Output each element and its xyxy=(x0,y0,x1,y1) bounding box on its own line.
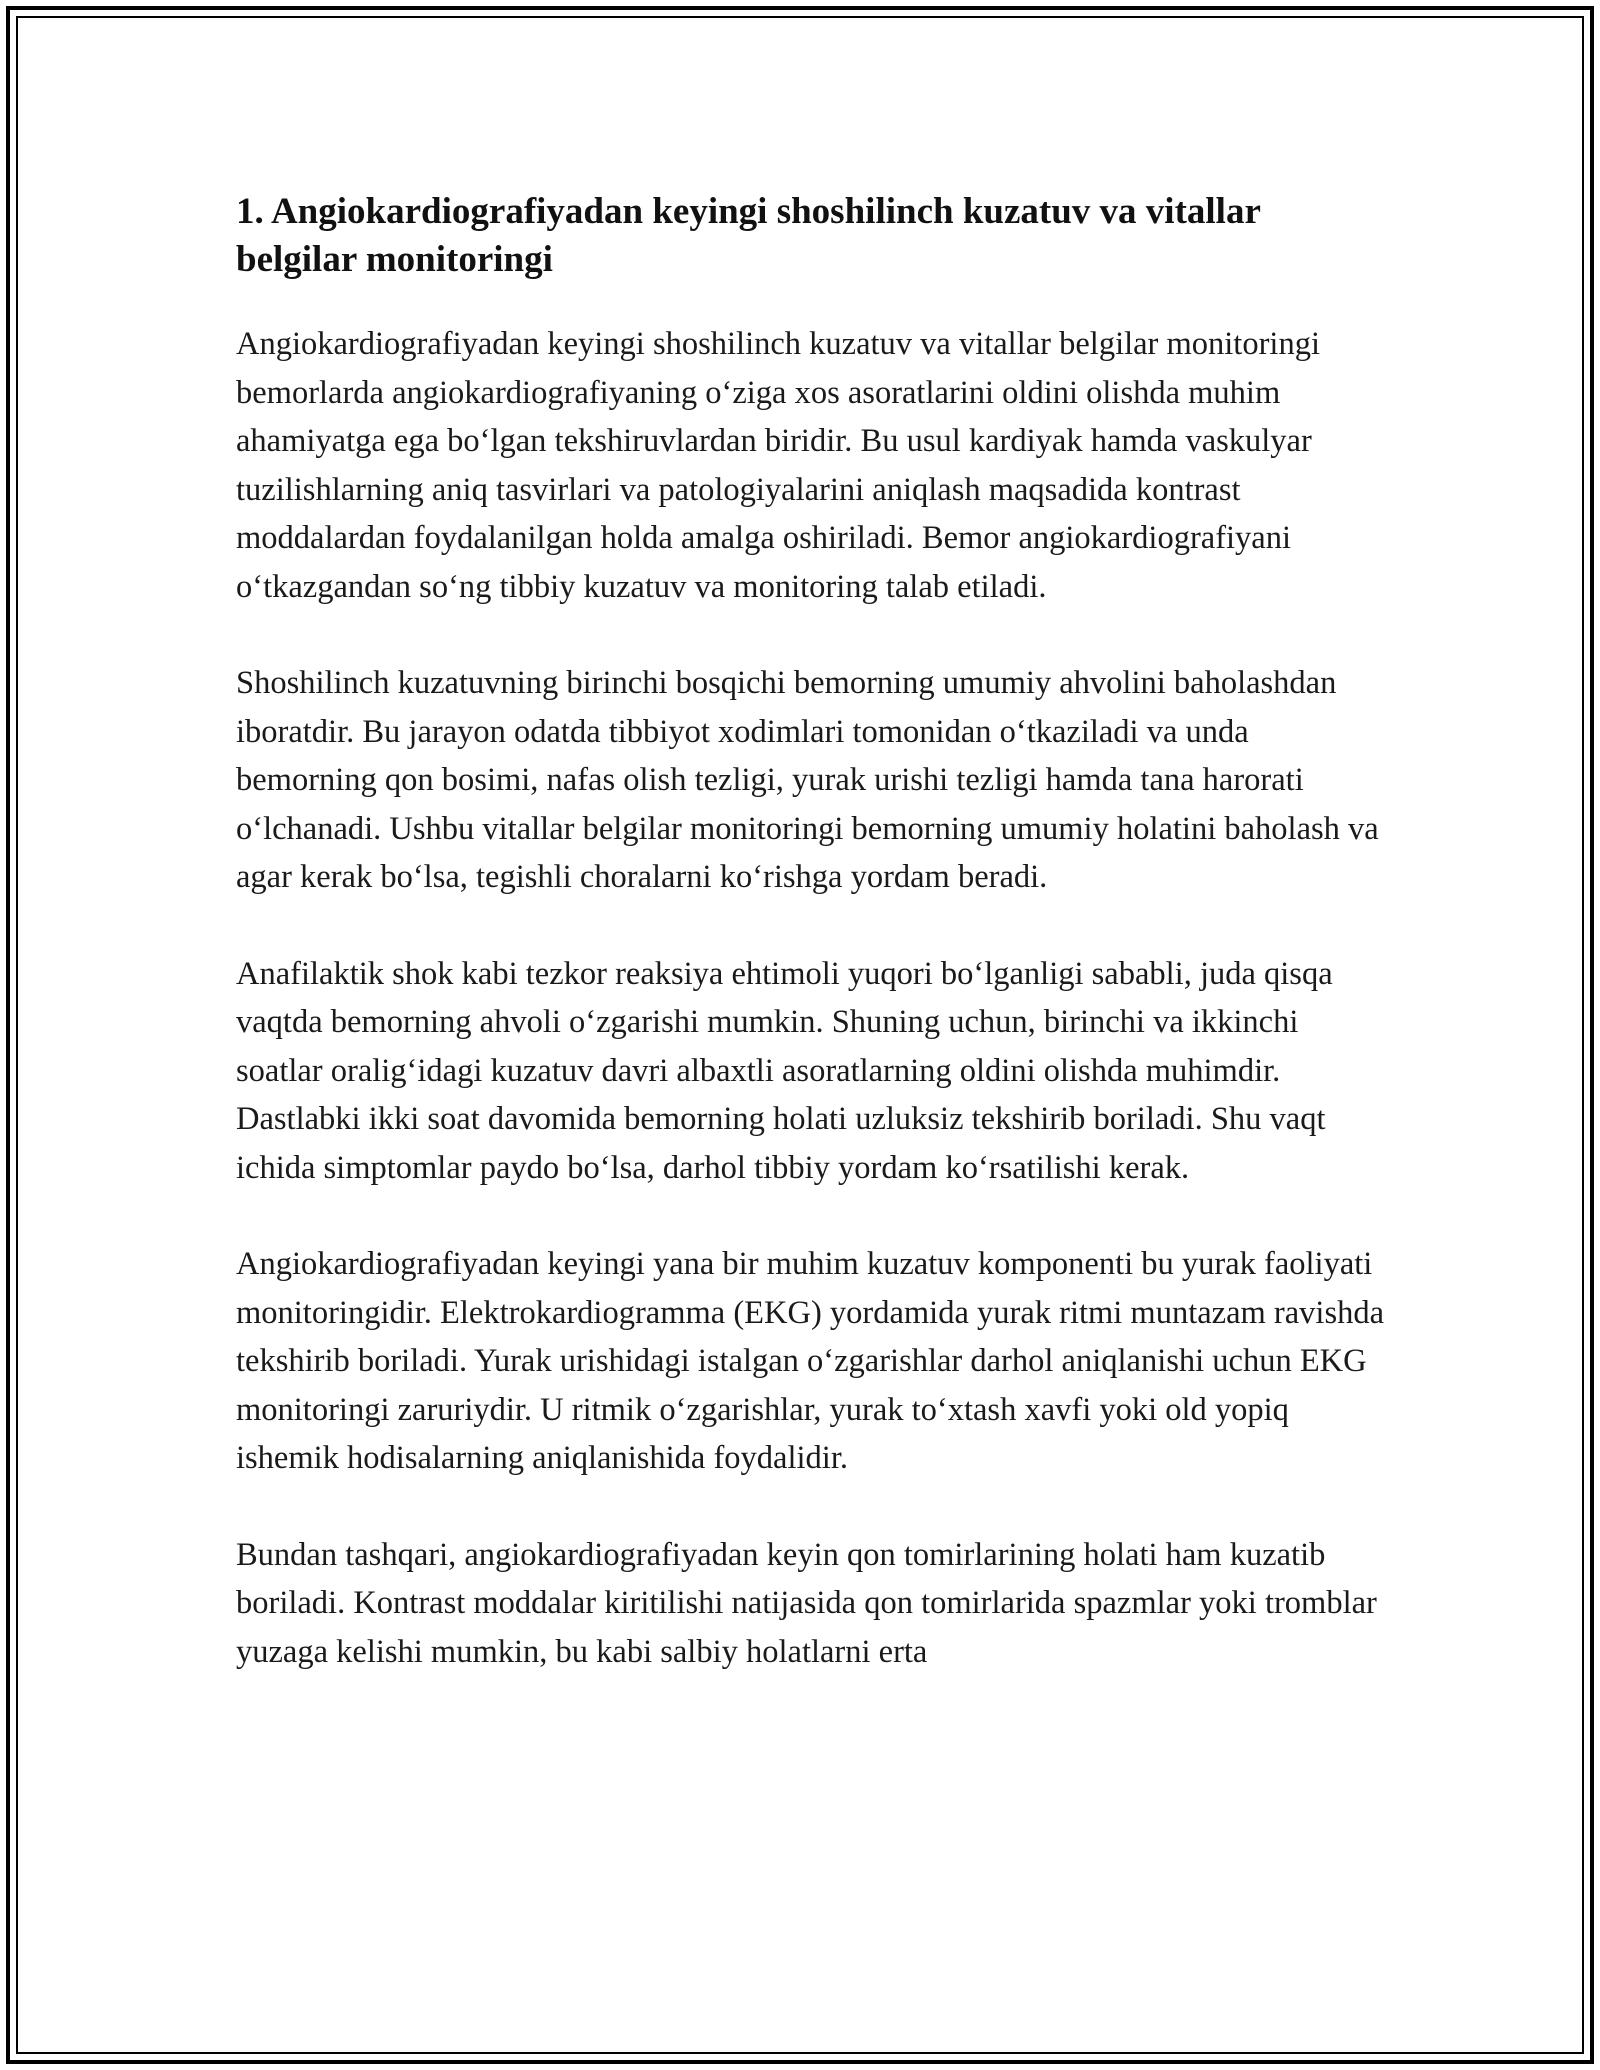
paragraph-3: Anafilaktik shok kabi tezkor reaksiya ehtimoli yuqori bo‘lganligi sababli, juda qisqa vaqtda bemorning ahvoli o‘zgarishi mumkin. Shuning uchun, birinchi va ikkinchi soatlar oralig‘idagi kuzatuv davri albaxtli asoratlarning oldini olishda muhimdir. Dastlabki ikki soat davomida bemorning holati uzluksiz tekshirib boriladi. Shu vaqt ichida simptomlar paydo bo‘lsa, darhol tibbiy yordam ko‘rsatilishi kerak. xyxy=(236,955,1333,1186)
paragraph-2: Shoshilinch kuzatuvning birinchi bosqichi bemorning umumiy ahvolini baholashdan iboratdir. Bu jarayon odatda tibbiyot xodimlari tomonidan o‘tkaziladi va unda bemorning qon bosimi, nafas olish tezligi, yurak urishi tezligi hamda tana harorati o‘lchanadi. Ushbu vitallar belgilar monitoringi bemorning umumiy holatini baholash va agar kerak bo‘lsa, tegishli choralarni ko‘rishga yordam beradi. xyxy=(236,665,1379,895)
document-body xyxy=(236,188,1386,1724)
paragraph-4: Angiokardiografiyadan keyingi yana bir muhim kuzatuv komponenti bu yurak faoliyati monitoringidir. Elektrokardiogramma (EKG) yordamida yurak ritmi muntazam ravishda tekshirib boriladi. Yurak urishidagi istalgan o‘zgarishlar darhol aniqlanishi uchun EKG monitoringi zaruriydir. U ritmik o‘zgarishlar, yurak to‘xtash xavfi yoki old yopiq ishemik hodisalarning aniqlanishida foydalidir. xyxy=(236,1246,1385,1476)
paragraph-5: Bundan tashqari, angiokardiografiyadan keyin qon tomirlarining holati ham kuzatib boriladi. Kontrast moddalar kiritilishi natijasida qon tomirlarida spazmlar yoki tromblar yuzaga kelishi mumkin, bu kabi salbiy holatlarni erta xyxy=(236,1536,1377,1670)
paragraph-1: Angiokardiografiyadan keyingi shoshilinch kuzatuv va vitallar belgilar monitoringi bemorlarda angiokardiografiyaning o‘ziga xos asoratlarini oldini olishda muhim ahamiyatga ega bo‘lgan tekshiruvlardan biridir. Bu usul kardiyak hamda vaskulyar tuzilishlarning aniq tasvirlari va patologiyalarini aniqlash maqsadida kontrast moddalardan foydalanilgan holda amalga oshiriladi. Bemor angiokardiografiyani o‘tkazgandan so‘ng tibbiy kuzatuv va monitoring talab etiladi. xyxy=(236,326,1320,605)
section-heading: 1. Angiokardiografiyadan keyingi shoshilinch kuzatuv va vitallar belgilar monitoringi xyxy=(236,191,1261,280)
